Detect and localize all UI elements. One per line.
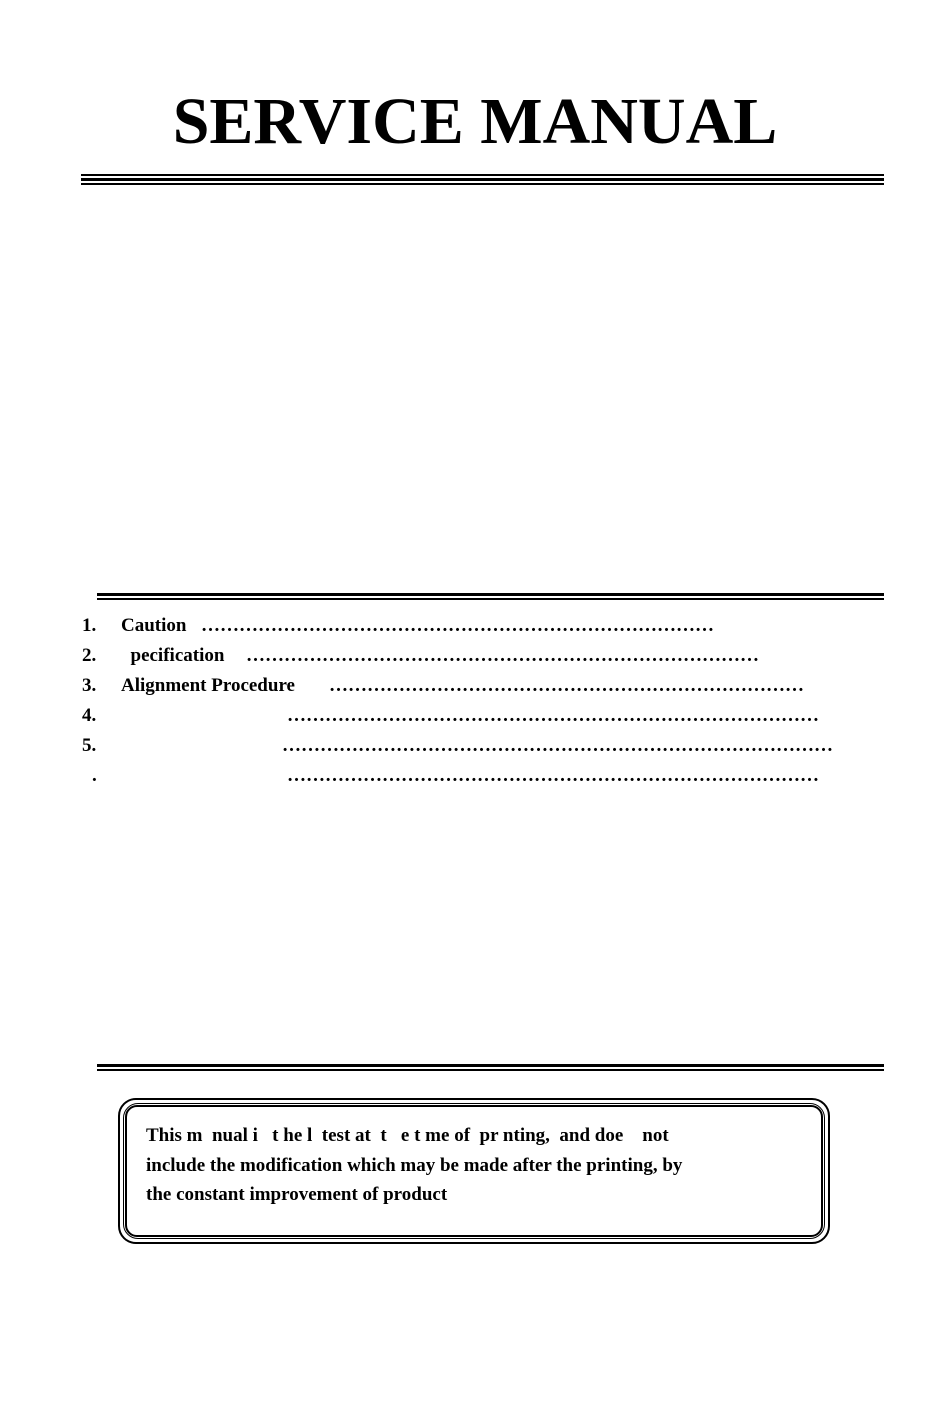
toc-item-label: pecification — [121, 645, 225, 666]
notice-rule-bottom — [97, 1069, 884, 1071]
notice-rule-top — [97, 1064, 884, 1067]
toc-item-number: 4. — [82, 705, 97, 726]
toc-item-label: Alignment Procedure — [121, 675, 295, 696]
toc-item-number: 3. — [82, 675, 97, 696]
toc-leader-dots: ………………………………………………………………………… — [287, 765, 819, 786]
notice-line: This m nual i t he l test at t e t me of pr nting, and doe not — [146, 1125, 669, 1146]
contents-rule-top — [97, 593, 884, 596]
page-title: SERVICE MANUAL — [172, 85, 778, 158]
toc-leader-dots: ………………………………………………………………… — [329, 675, 804, 696]
notice-text — [146, 1121, 816, 1210]
title-rule-middle — [81, 178, 884, 181]
notice-line: include the modification which may be made after the printing, by — [146, 1154, 683, 1176]
toc-item-number: 1. — [82, 615, 97, 636]
toc-leader-dots: ……………………………………………………………………… — [246, 645, 759, 666]
toc-item-caution[interactable] — [82, 612, 862, 640]
toc-item-5[interactable] — [82, 732, 862, 760]
toc-item-4[interactable] — [82, 702, 862, 730]
title-rule-top — [81, 174, 884, 176]
toc-item-number: . — [92, 765, 97, 786]
contents-rule-bottom — [97, 598, 884, 600]
toc-item-6[interactable] — [82, 762, 862, 790]
toc-item-alignment-procedure[interactable] — [82, 672, 862, 700]
toc-leader-dots: …………………………………………………………………………… — [282, 735, 833, 756]
toc-item-specification[interactable] — [82, 642, 862, 670]
toc-leader-dots: ………………………………………………………………………… — [287, 705, 819, 726]
toc-item-label: Caution — [121, 615, 187, 636]
title-rule-bottom — [81, 183, 884, 185]
notice-line: the constant improvement of product — [146, 1184, 448, 1205]
toc-leader-dots: ……………………………………………………………………… — [201, 615, 714, 636]
toc-item-number: 2. — [82, 645, 97, 666]
toc-item-number: 5. — [82, 735, 97, 756]
